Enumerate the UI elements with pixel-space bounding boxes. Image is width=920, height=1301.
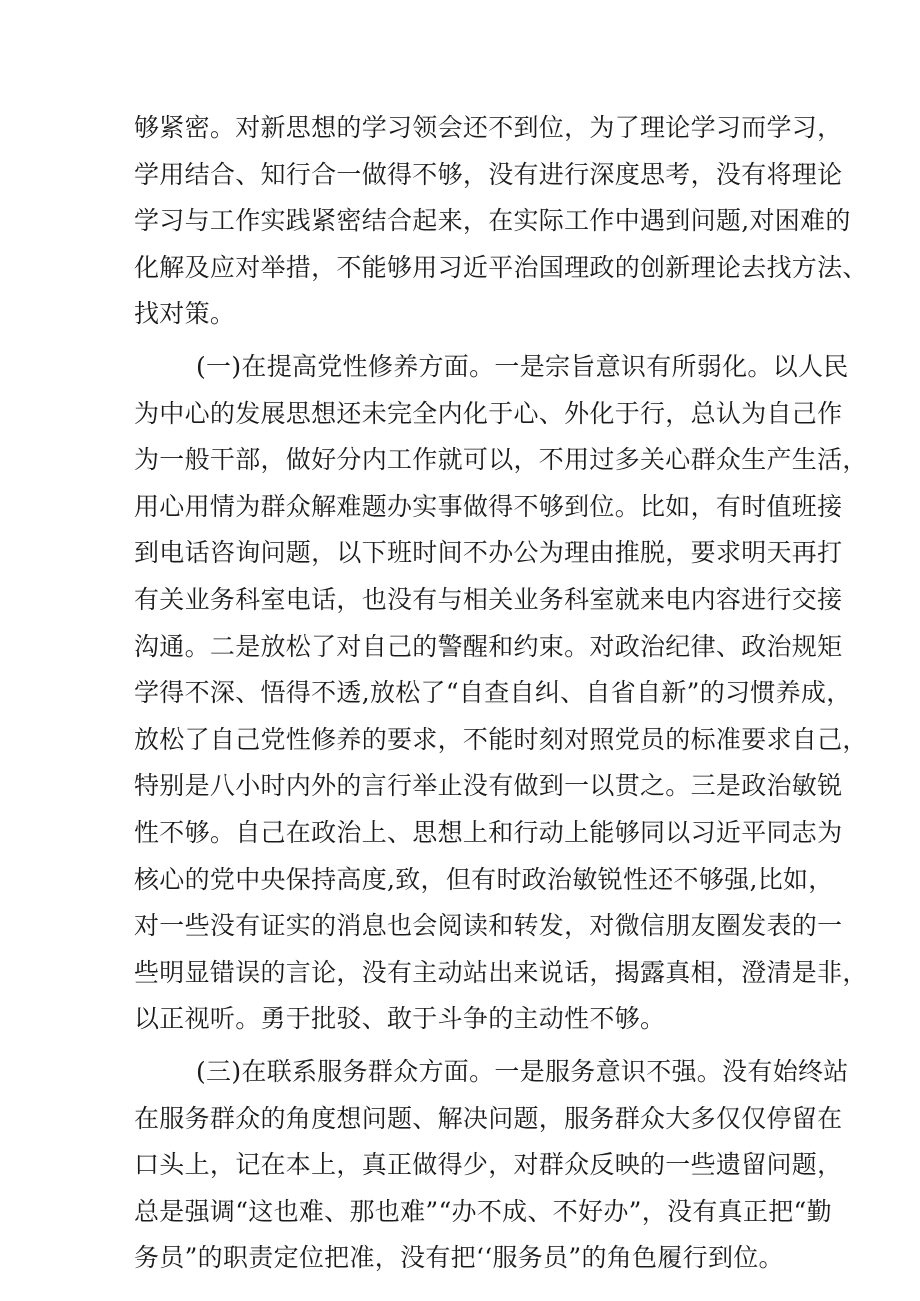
text-line: 够紧密。对新思想的学习领会还不到位，为了理论学习而学习，	[134, 113, 843, 142]
text-line: 化解及应对举措，不能够用习近平治国理政的创新理论去找方法、	[134, 253, 868, 282]
paragraph-heading-line: (一)在提高党性修养方面。一是宗旨意识有所弱化。以人民	[196, 352, 849, 381]
text-line: 特别是八小时内外的言行举止没有做到一以贯之。三是政治敏锐	[134, 771, 843, 800]
text-line: 学用结合、知行合一做得不够，没有进行深度思考，没有将理论	[134, 160, 843, 189]
text-line: 总是强调“这也难、那也难”“办不成、不好办”，没有真正把“勤	[134, 1197, 832, 1226]
text-line: 性不够。自己在政治上、思想上和行动上能够同以习近平同志为	[134, 818, 843, 847]
text-line: 些明显错误的言论，没有主动站出来说话，揭露真相，澄清是非，	[134, 958, 868, 987]
text-line: 放松了自己党性修养的要求，不能时刻对照党员的标准要求自己，	[134, 725, 868, 754]
text-line: 学得不深、悟得不透,放松了“自查自纠、自省自新”的习惯养成，	[134, 678, 852, 707]
text-line: 为中心的发展思想还未完全内化于心、外化于行，总认为自己作	[134, 399, 843, 428]
text-line: 对一些没有证实的消息也会阅读和转发，对微信朋友圈发表的一	[134, 911, 843, 940]
text-line: 务员”的职责定位把准，没有把‘‘服务员”的角色履行到位。	[134, 1243, 784, 1272]
text-line: 找对策。	[134, 299, 236, 328]
text-line: 学习与工作实践紧密结合起来，在实际工作中遇到问题,对困难的	[134, 206, 851, 235]
text-line: 为一般干部，做好分内工作就可以，不用过多关心群众生产生活，	[134, 445, 868, 474]
text-line: 口头上，记在本上，真正做得少，对群众反映的一些遗留问题，	[134, 1150, 843, 1179]
text-line: 有关业务科室电话，也没有与相关业务科室就来电内容进行交接	[134, 585, 843, 614]
text-line: 用心用情为群众解难题办实事做得不够到位。比如，有时值班接	[134, 492, 843, 521]
text-line: 核心的党中央保持高度,致，但有时政治敏锐性还不够强,比如，	[134, 865, 834, 894]
paragraph-heading-line: (三)在联系服务群众方面。一是服务意识不强。没有始终站	[196, 1057, 849, 1086]
text-line: 以正视听。勇于批驳、敢于斗争的主动性不够。	[134, 1004, 666, 1033]
text-line: 到电话咨询问题，以下班时间不办公为理由推脱，要求明天再打	[134, 538, 843, 567]
text-line: 沟通。二是放松了对自己的警醒和约束。对政治纪律、政治规矩	[134, 632, 843, 661]
text-line: 在服务群众的角度想问题、解决问题，服务群众大多仅仅停留在	[134, 1104, 843, 1133]
